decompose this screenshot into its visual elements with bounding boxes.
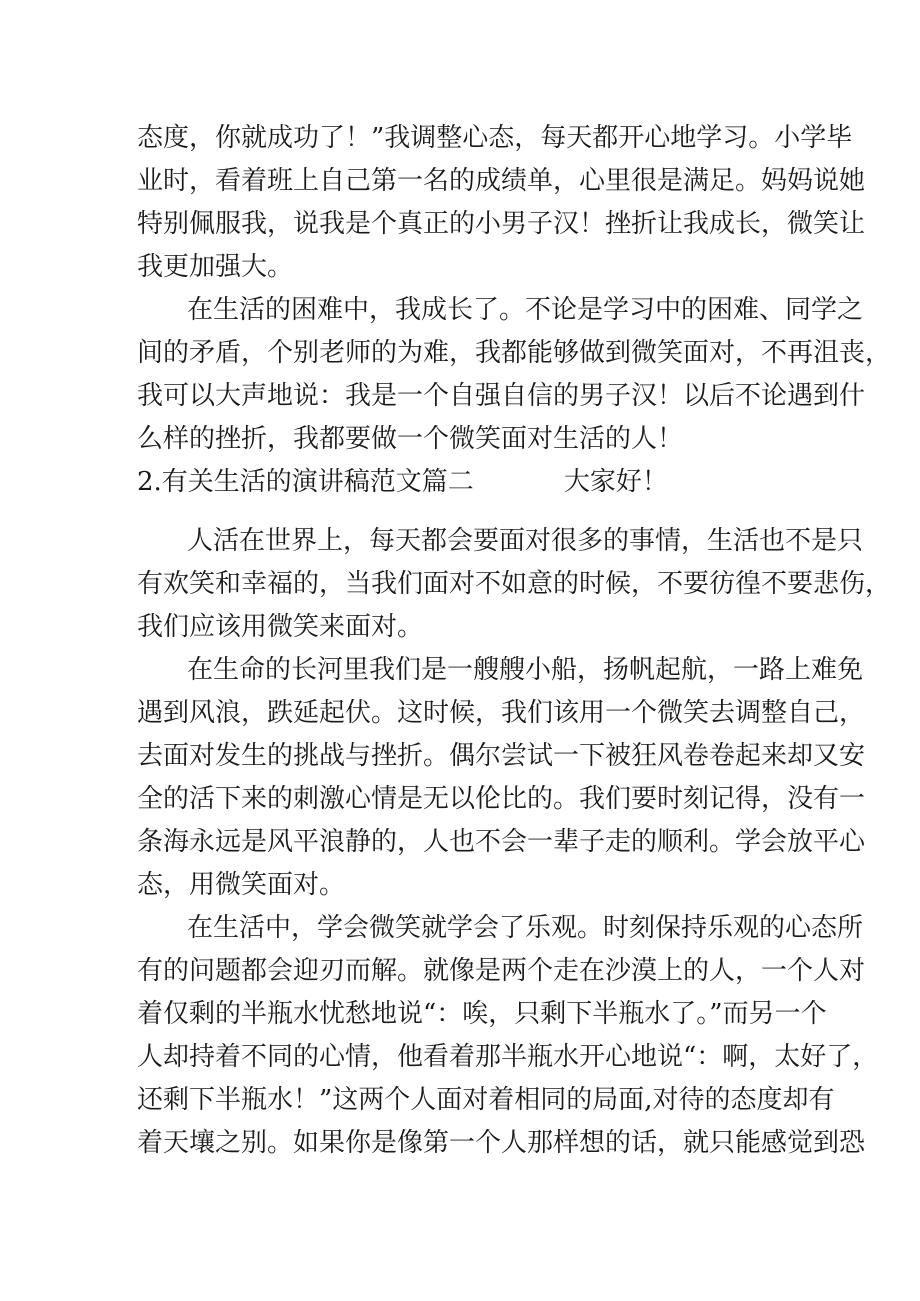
paragraph-4-line-6: 态，用微笑面对。 [137,870,346,900]
paragraph-4-line-4: 全的活下来的刺激心情是无以伦比的。我们要时刻记得，没有一 [137,784,866,814]
paragraph-5-line-1: 在生活中，学会微笑就学会了乐观。时刻保持乐观的心态所 [187,913,864,943]
paragraph-1-line-3: 特别佩服我，说我是个真正的小男子汉！挫折让我成长，微笑让 [137,209,866,239]
paragraph-4-line-1: 在生命的长河里我们是一艘艘小船，扬帆起航，一路上难免 [187,655,864,685]
section-number: 2 [137,467,154,497]
paragraph-2-line-2: 间的矛盾，个别老师的为难，我都能够做到微笑面对，不再沮丧， [137,338,892,368]
paragraph-5-line-5: 还剩下半瓶水！”这两个人面对着相同的局面,对待的态度却有 [137,1085,835,1115]
paragraph-4-line-2: 遇到风浪，跌延起伏。这时候，我们该用一个微笑去调整自己， [137,698,866,728]
paragraph-3-line-2: 有欢笑和幸福的，当我们面对不如意的时候，不要彷徨不要悲伤， [137,569,892,599]
paragraph-4-line-3: 去面对发生的挑战与挫折。偶尔尝试一下被狂风卷卷起来却又安 [137,741,866,771]
greeting: 大家好！ [563,467,668,497]
paragraph-1-line-2: 业时，看着班上自己第一名的成绩单，心里很是满足。妈妈说她 [137,166,866,196]
section-title: .有关生活的演讲稿范文篇二 [153,467,474,497]
paragraph-3-line-1: 人活在世界上，每天都会要面对很多的事情，生活也不是只 [187,526,864,556]
paragraph-5-line-2: 有的问题都会迎刃而解。就像是两个走在沙漠上的人，一个人对 [137,956,866,986]
paragraph-2-line-4: 么样的挫折，我都要做一个微笑面对生活的人！ [137,424,684,454]
paragraph-2-line-3: 我可以大声地说：我是一个自强自信的男子汉！以后不论遇到什 [137,381,866,411]
paragraph-5-line-4: 人却持着不同的心情，他看着那半瓶水开心地说“：啊，太好了， [137,1042,879,1072]
paragraph-5-line-3: 着仅剩的半瓶水忧愁地说“：唉，只剩下半瓶水了。”而另一个 [137,999,827,1029]
paragraph-3-line-3: 我们应该用微笑来面对。 [137,612,424,642]
section-heading [137,467,817,497]
paragraph-1-line-1: 态度，你就成功了！”我调整心态，每天都开心地学习。小学毕 [137,123,853,153]
paragraph-4-line-5: 条海永远是风平浪静的，人也不会一辈子走的顺利。学会放平心 [137,827,866,857]
paragraph-1-line-4: 我更加强大。 [137,252,294,282]
paragraph-5-line-6: 着天壤之别。如果你是像第一个人那样想的话，就只能感觉到恐 [137,1128,866,1158]
paragraph-2-line-1: 在生活的困难中，我成长了。不论是学习中的困难、同学之 [187,295,864,325]
